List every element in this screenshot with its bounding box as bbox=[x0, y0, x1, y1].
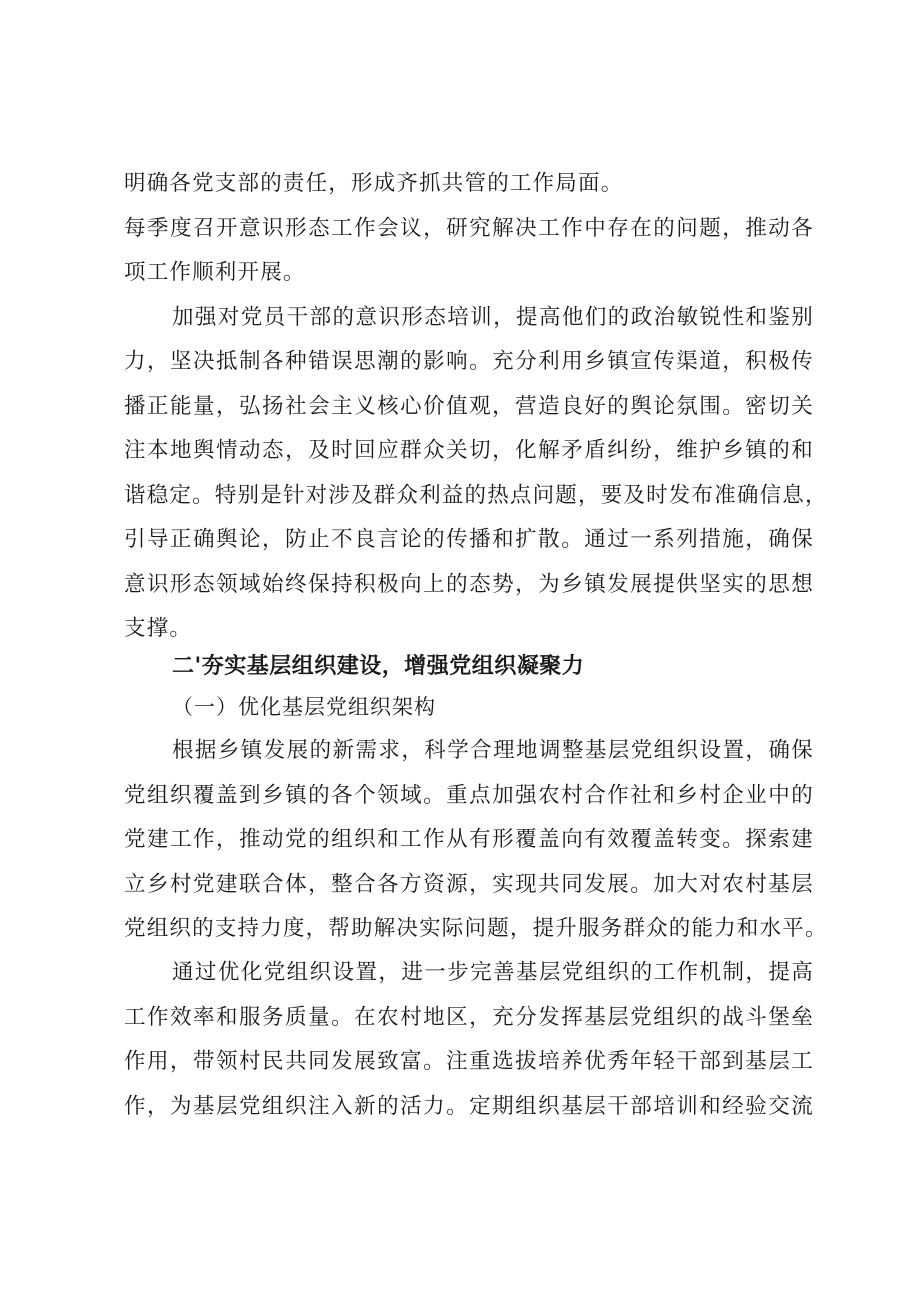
paragraph-line: 播正能量，弘扬社会主义核心价值观，营造良好的舆论氛围。密切关 bbox=[124, 394, 814, 419]
paragraph-line: 根据乡镇发展的新需求，科学合理地调整基层党组织设置，确保 bbox=[172, 738, 814, 763]
paragraph-line: 注本地舆情动态，及时回应群众关切，化解矛盾纠纷，维护乡镇的和 bbox=[124, 438, 814, 463]
paragraph-line: 加强对党员干部的意识形态培训，提高他们的政治敏锐性和鉴别 bbox=[172, 305, 814, 330]
paragraph-line: 党组织覆盖到乡镇的各个领域。重点加强农村合作社和乡村企业中的 bbox=[124, 783, 814, 808]
paragraph-line: 工作效率和服务质量。在农村地区，充分发挥基层党组织的战斗堡垒 bbox=[124, 1005, 814, 1030]
section-heading: 二'夯实基层组织建设，增强党组织凝聚力 bbox=[172, 654, 585, 679]
paragraph-line: 谐稳定。特别是针对涉及群众利益的热点问题，要及时发布准确信息， bbox=[124, 483, 828, 508]
paragraph-line: 立乡村党建联合体，整合各方资源，实现共同发展。加大对农村基层 bbox=[124, 872, 814, 897]
paragraph-line: 党建工作，推动党的组织和工作从有形覆盖向有效覆盖转变。探索建 bbox=[124, 827, 814, 852]
paragraph-line: 作，为基层党组织注入新的活力。定期组织基层干部培训和经验交流 bbox=[124, 1094, 814, 1119]
subsection-heading: （一）优化基层党组织架构 bbox=[172, 695, 436, 719]
paragraph-line: 党组织的支持力度，帮助解决实际问题，提升服务群众的能力和水平。 bbox=[124, 916, 828, 941]
paragraph-line: 每季度召开意识形态工作会议，研究解决工作中存在的问题，推动各 bbox=[124, 216, 814, 241]
paragraph-line: 通过优化党组织设置，进一步完善基层党组织的工作机制，提高 bbox=[172, 960, 814, 985]
paragraph-line: 明确各党支部的责任，形成齐抓共管的工作局面。 bbox=[124, 171, 624, 196]
paragraph-line: 意识形态领域始终保持积极向上的态势，为乡镇发展提供坚实的思想 bbox=[124, 572, 814, 597]
paragraph-line: 引导正确舆论，防止不良言论的传播和扩散。通过一系列措施，确保 bbox=[124, 527, 814, 552]
paragraph-line: 项工作顺利开展。 bbox=[124, 260, 306, 285]
paragraph-line: 作用，带领村民共同发展致富。注重选拔培养优秀年轻干部到基层工 bbox=[124, 1049, 814, 1074]
paragraph-line: 支撑。 bbox=[124, 616, 193, 641]
paragraph-line: 力，坚决抵制各种错误思潮的影响。充分利用乡镇宣传渠道，积极传 bbox=[124, 349, 814, 374]
